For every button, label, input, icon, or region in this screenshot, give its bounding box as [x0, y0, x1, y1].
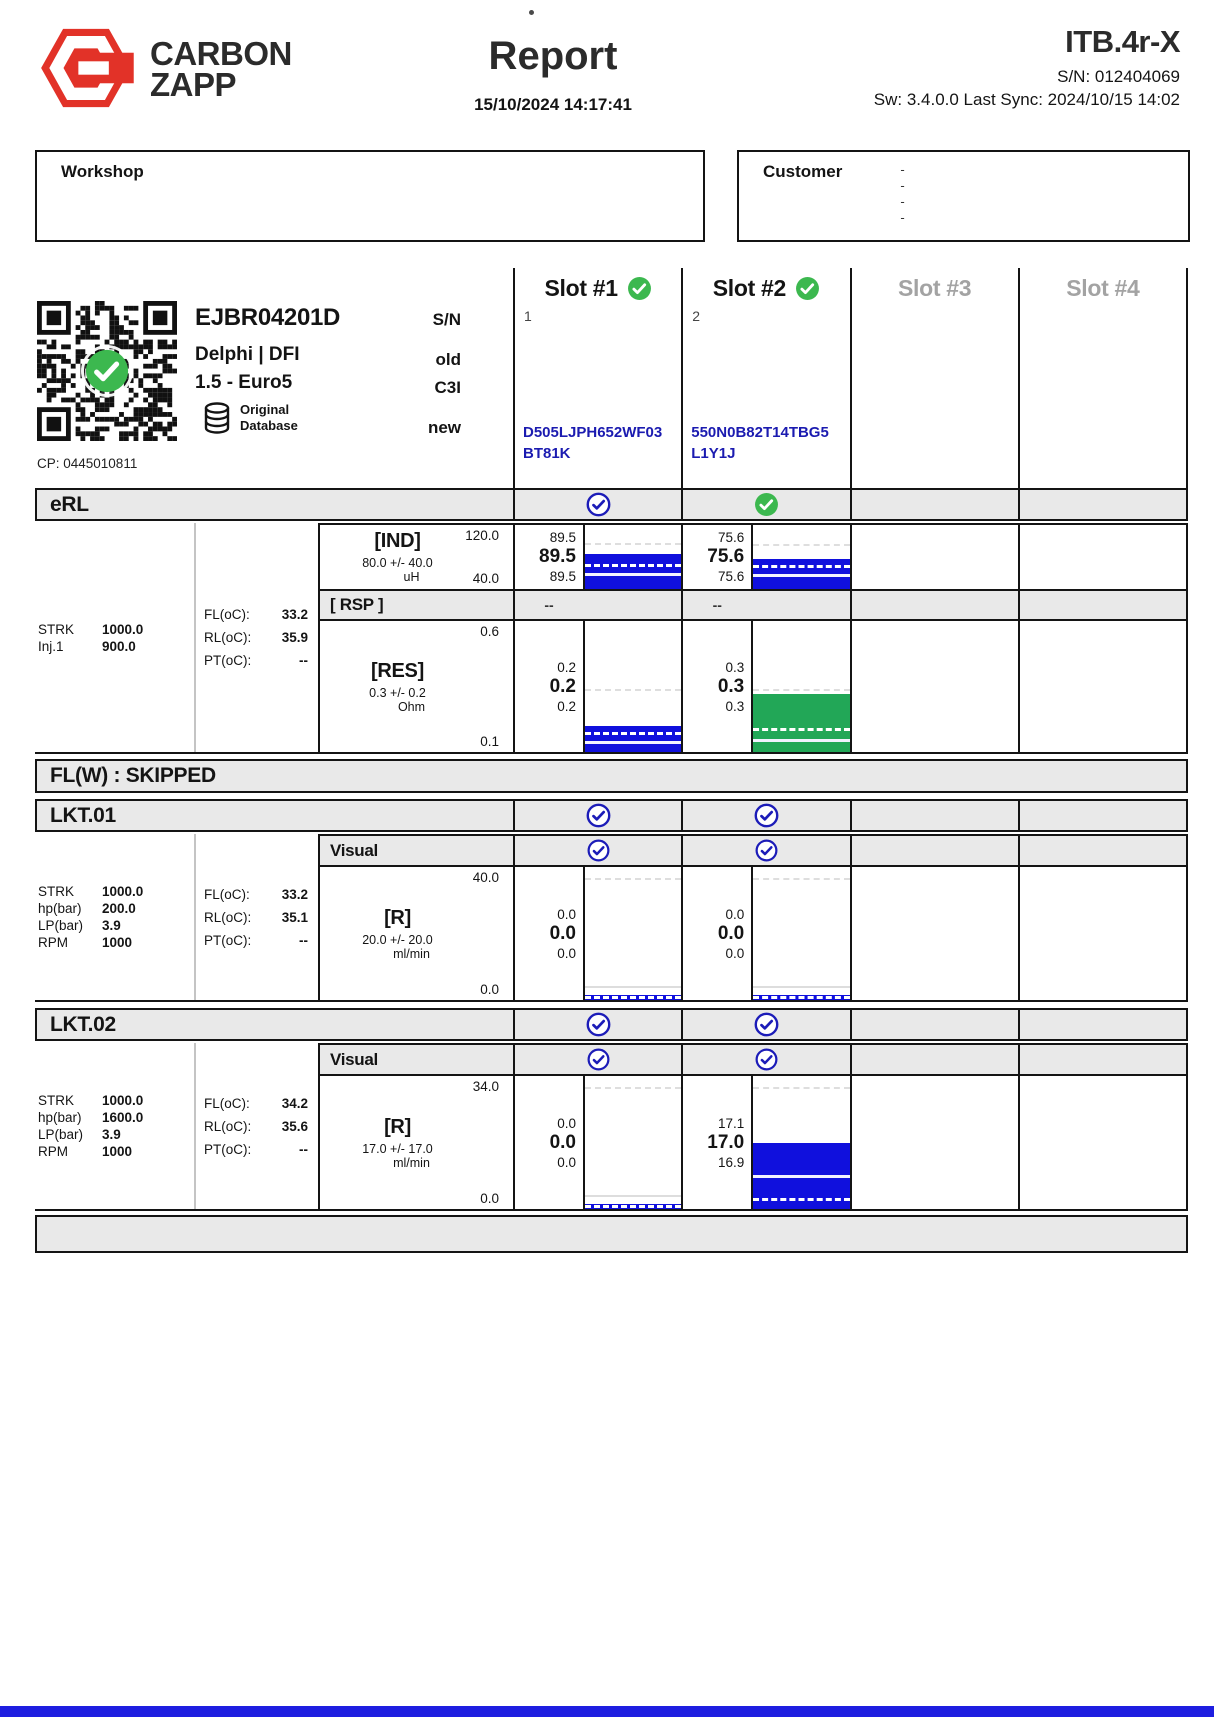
test-unit-ind: uH	[403, 570, 420, 584]
ind-description-cell	[320, 525, 513, 589]
workshop-box	[35, 150, 705, 242]
section-title-erl: eRL	[50, 492, 89, 516]
section-title-lkt01: LKT.01	[50, 803, 116, 827]
injector-code: EJBR04201D	[195, 304, 341, 331]
test-name-res: [RES]	[371, 659, 424, 682]
cp-number: CP: 0445010811	[37, 456, 138, 471]
lkt01-visual-label-cell	[320, 836, 513, 865]
test-row-res	[320, 619, 1188, 752]
limit-line	[753, 689, 849, 691]
gauge-mark-line	[753, 986, 849, 988]
test-row-lkt01-r	[320, 865, 1188, 1000]
param-row: PT(oC): --	[204, 653, 308, 668]
qr-check-icon	[84, 348, 130, 394]
injector-brand: Delphi | DFI	[195, 344, 300, 365]
slot-cell	[681, 867, 849, 1000]
param-row: RL(oC): 35.6	[204, 1118, 308, 1134]
lkt01-visual-slot1	[513, 836, 681, 865]
measurement-values: 0.0 0.0 0.0	[549, 906, 576, 961]
bar-gauge	[583, 621, 681, 752]
test-name-rsp: [ RSP ]	[330, 595, 384, 614]
device-info	[874, 24, 1180, 110]
test-row-rsp	[320, 589, 1188, 619]
axis-max-res: 0.6	[480, 624, 499, 639]
test-spec-ind: 80.0 +/- 40.0	[362, 556, 433, 570]
gauge-mark-line	[585, 1205, 681, 1208]
lkt02-visual-slot1	[513, 1045, 681, 1074]
bottom-accent-bar	[0, 1706, 1214, 1717]
axis-max-ind: 120.0	[465, 528, 499, 543]
erl-slot4-result	[1018, 490, 1186, 519]
gauge-mark-line	[585, 1195, 681, 1197]
customer-box	[737, 150, 1190, 242]
device-sw-sync: Sw: 3.4.0.0 Last Sync: 2024/10/15 14:02	[873, 90, 1180, 109]
skipped-value: --	[544, 597, 554, 613]
erl-slot3-result	[850, 490, 1018, 519]
axis-min-lkt01-r: 0.0	[480, 982, 499, 997]
limit-line	[585, 1087, 681, 1089]
gauge-fill	[585, 554, 681, 589]
slot-cell	[513, 621, 681, 752]
lkt01-slot2-check-icon	[754, 803, 779, 828]
lkt02-temps	[194, 1043, 318, 1209]
slot-1-header	[515, 275, 681, 302]
slot-column-1	[513, 268, 681, 488]
param-row: STRK 1000.0	[38, 621, 144, 637]
lkt02-params	[35, 1043, 194, 1209]
col-label-sn: S/N	[432, 310, 461, 329]
lkt01-test-rows	[318, 834, 1188, 1000]
test-spec-res: 0.3 +/- 0.2	[369, 685, 426, 700]
measurement-values: 17.1 17.0 16.9	[707, 1115, 745, 1170]
lkt02-slot2-check-icon	[754, 1012, 779, 1037]
bar-gauge	[583, 525, 681, 589]
injector-info-cell	[35, 268, 513, 488]
slot-2-number: 2	[692, 308, 701, 324]
limit-line	[585, 543, 681, 545]
visual-label: Visual	[330, 840, 378, 860]
test-unit-lkt01-r: ml/min	[393, 946, 430, 961]
report-table	[35, 268, 1188, 1253]
bar-gauge	[583, 1076, 681, 1209]
param-row: RPM 1000	[38, 935, 133, 950]
slot-column-3	[850, 268, 1018, 488]
axis-max-lkt02-r: 34.0	[472, 1079, 499, 1094]
database-icon	[203, 402, 231, 434]
measurement-values: 0.3 0.3 0.3	[717, 659, 745, 714]
lkt02-visual-slot4	[1018, 1045, 1188, 1074]
lkt01-slot4-result	[1018, 801, 1186, 830]
test-spec-lkt02-r: 17.0 +/- 17.0	[362, 1141, 433, 1156]
section-bar-lkt01	[35, 799, 1188, 832]
lkt01-visual-slot2-check-icon	[755, 839, 778, 862]
measurement-values: 0.0 0.0 0.0	[717, 906, 745, 961]
param-row: hp(bar) 200.0	[38, 901, 136, 916]
lkt01-temps	[194, 834, 318, 1000]
placeholder-dash: -	[900, 178, 905, 193]
slot-cell	[681, 1076, 849, 1209]
bar-gauge	[751, 621, 849, 752]
carbon-zapp-logo-icon	[38, 26, 134, 110]
bar-gauge	[751, 867, 849, 1000]
param-row: STRK 1000.0	[38, 884, 144, 899]
slot-2-header	[683, 275, 849, 302]
test-name-lkt02-r: [R]	[384, 1115, 411, 1138]
gauge-mark-line	[585, 564, 681, 567]
lkt01-slot1-result	[513, 801, 681, 830]
test-unit-lkt02-r: ml/min	[393, 1155, 430, 1170]
lkt01-r-description-cell	[320, 867, 513, 1000]
lkt01-params	[35, 834, 194, 1000]
param-row: FL(oC): 34.2	[204, 1095, 308, 1111]
param-row: PT(oC): --	[204, 932, 308, 948]
param-row: FL(oC): 33.2	[204, 886, 308, 902]
axis-min-ind: 40.0	[472, 571, 499, 586]
rsp-description-cell	[320, 591, 513, 619]
device-serial: S/N: 012404069	[1057, 67, 1180, 86]
param-row: LP(bar) 3.9	[38, 918, 121, 933]
gauge-mark-line	[753, 565, 849, 568]
measurement-values: 0.0 0.0 0.0	[549, 1115, 576, 1170]
measurement-values: 0.2 0.2 0.2	[549, 659, 576, 714]
lkt02-slot2-result	[681, 1010, 849, 1039]
param-row: RL(oC): 35.1	[204, 909, 308, 925]
lkt01-block	[35, 834, 1188, 1002]
visual-label-2: Visual	[330, 1049, 378, 1069]
workshop-label: Workshop	[61, 162, 144, 181]
brand-logo	[38, 26, 292, 110]
slot-1-number: 1	[524, 308, 532, 324]
slot-2-serial: 550N0B82T14TBG5L1Y1J	[691, 424, 829, 462]
axis-min-res: 0.1	[480, 734, 499, 749]
lkt02-r-description-cell	[320, 1076, 513, 1209]
limit-line	[753, 1087, 849, 1089]
measurement-values: 75.6 75.6 75.6	[707, 530, 745, 584]
lkt01-slot3-result	[850, 801, 1018, 830]
slot-cell	[513, 1076, 681, 1209]
bar-gauge	[751, 1076, 849, 1209]
customer-placeholder-lines	[900, 152, 904, 240]
erl-slot2-check-icon	[754, 492, 779, 517]
slot-4-label: Slot #4	[1066, 275, 1140, 301]
footer-bar	[35, 1215, 1188, 1253]
measurement-values: 89.5 89.5 89.5	[539, 530, 576, 584]
lkt01-visual-slot4	[1018, 836, 1188, 865]
gauge-mark-line	[753, 996, 849, 999]
slot-cell	[850, 1076, 1018, 1209]
lkt01-slot2-result	[681, 801, 849, 830]
lkt01-visual-row	[320, 834, 1188, 865]
report-datetime: 15/10/2024 14:17:41	[474, 95, 632, 114]
test-row-ind	[320, 523, 1188, 589]
col-label-new: new	[427, 418, 461, 437]
slot-3-label: Slot #3	[897, 275, 972, 301]
page-title: Report	[488, 34, 618, 78]
slot-cell	[850, 591, 1018, 619]
lkt02-block	[35, 1043, 1188, 1211]
slot-cell	[1018, 1076, 1188, 1209]
bar-gauge	[751, 525, 849, 589]
axis-max-lkt01-r: 40.0	[472, 870, 499, 885]
limit-line	[585, 878, 681, 880]
col-label-old: old	[435, 350, 461, 369]
section-bar-flw: FL(W) : SKIPPED	[35, 759, 1188, 793]
test-name-ind: [IND]	[374, 530, 421, 552]
param-row: LP(bar) 3.9	[38, 1127, 121, 1142]
device-model: ITB.4r-X	[1065, 24, 1180, 59]
section-bar-erl	[35, 488, 1188, 521]
slot-cell	[513, 867, 681, 1000]
test-row-lkt02-r	[320, 1074, 1188, 1209]
qr-code	[37, 292, 177, 450]
customer-label: Customer	[763, 162, 843, 181]
test-name-lkt01-r: [R]	[384, 906, 411, 929]
slot-cell	[513, 525, 681, 589]
database-label	[240, 402, 298, 433]
erl-temps	[194, 523, 318, 752]
res-description-cell	[320, 621, 513, 752]
placeholder-dash: -	[900, 162, 905, 177]
lkt02-visual-label-cell	[320, 1045, 513, 1074]
param-row: RL(oC): 35.9	[204, 630, 308, 645]
injector-engine: 1.5 - Euro5	[195, 372, 293, 393]
lkt01-slot1-check-icon	[586, 803, 611, 828]
slot-cell	[1018, 867, 1188, 1000]
lkt01-visual-slot2	[681, 836, 849, 865]
gauge-mark-line	[753, 574, 849, 577]
axis-min-lkt02-r: 0.0	[480, 1191, 499, 1206]
placeholder-dash: -	[900, 210, 905, 225]
slot-cell	[1018, 621, 1188, 752]
slot-1-label: Slot #1	[544, 275, 618, 301]
slot-column-2	[681, 268, 849, 488]
database-row	[203, 402, 298, 434]
param-row: FL(oC): 33.2	[204, 607, 308, 622]
lkt02-slot1-check-icon	[586, 1012, 611, 1037]
test-spec-lkt01-r: 20.0 +/- 20.0	[362, 932, 433, 947]
gauge-mark-line	[753, 739, 849, 742]
slot-4-header	[1020, 275, 1186, 302]
slot-cell	[681, 525, 849, 589]
gauge-mark-line	[585, 732, 681, 735]
gauge-mark-line	[585, 996, 681, 999]
lkt02-visual-slot2	[681, 1045, 849, 1074]
speck-dot	[529, 10, 534, 15]
test-unit-res: Ohm	[397, 699, 426, 714]
col-label-c3i: C3I	[434, 378, 461, 397]
slot-cell	[681, 621, 849, 752]
lkt02-slot1-result	[513, 1010, 681, 1039]
slot-2-status-icon	[795, 276, 820, 301]
slot-cell	[1018, 525, 1188, 589]
injector-header-row	[35, 268, 1188, 488]
slot-cell	[850, 525, 1018, 589]
slot-cell	[681, 591, 849, 619]
lkt02-slot4-result	[1018, 1010, 1186, 1039]
slot-2-label: Slot #2	[712, 275, 787, 301]
limit-line	[585, 689, 681, 691]
slot-3-header	[852, 275, 1018, 302]
param-row: PT(oC): --	[204, 1141, 308, 1157]
database-label-line2: Database	[240, 418, 298, 433]
param-row: Inj.1 900.0	[38, 638, 136, 654]
param-row: RPM 1000	[38, 1144, 133, 1159]
gauge-mark-line	[585, 573, 681, 576]
limit-line	[753, 544, 849, 546]
slot-cell	[850, 867, 1018, 1000]
lkt02-visual-slot2-check-icon	[755, 1048, 778, 1071]
slot-cell	[1018, 591, 1188, 619]
lkt02-slot3-result	[850, 1010, 1018, 1039]
limit-line	[753, 878, 849, 880]
lkt02-visual-slot3	[850, 1045, 1018, 1074]
erl-slot1-check-icon	[586, 492, 611, 517]
erl-params	[35, 523, 194, 752]
slot-column-4	[1018, 268, 1188, 488]
gauge-fill	[585, 726, 681, 752]
slot-cell	[513, 591, 681, 619]
slot-1-status-icon	[627, 276, 652, 301]
erl-slot1-result	[513, 490, 681, 519]
section-title-lkt02: LKT.02	[50, 1012, 116, 1036]
brand-line-1: CARBON	[150, 35, 292, 72]
erl-slot2-result	[681, 490, 849, 519]
slot-cell	[850, 621, 1018, 752]
erl-test-rows	[318, 523, 1188, 752]
lkt01-visual-slot1-check-icon	[587, 839, 610, 862]
lkt01-visual-slot3	[850, 836, 1018, 865]
gauge-mark-line	[753, 1198, 849, 1201]
gauge-mark-line	[585, 741, 681, 744]
lkt02-test-rows	[318, 1043, 1188, 1209]
gauge-mark-line	[753, 1175, 849, 1178]
param-row: STRK 1000.0	[38, 1093, 144, 1108]
brand-line-2: ZAPP	[150, 66, 237, 104]
section-bar-lkt02	[35, 1008, 1188, 1041]
gauge-mark-line	[585, 986, 681, 988]
bar-gauge	[583, 867, 681, 1000]
brand-name	[150, 26, 292, 104]
placeholder-dash: -	[900, 194, 905, 209]
gauge-fill	[753, 694, 849, 752]
slot-1-serial: D505LJPH652WF03BT81K	[523, 424, 663, 462]
erl-block	[35, 523, 1188, 754]
gauge-mark-line	[753, 728, 849, 731]
lkt02-visual-slot1-check-icon	[587, 1048, 610, 1071]
param-row: hp(bar) 1600.0	[38, 1110, 144, 1125]
lkt02-visual-row	[320, 1043, 1188, 1074]
skipped-value: --	[712, 597, 722, 613]
database-label-line1: Original	[240, 402, 290, 418]
